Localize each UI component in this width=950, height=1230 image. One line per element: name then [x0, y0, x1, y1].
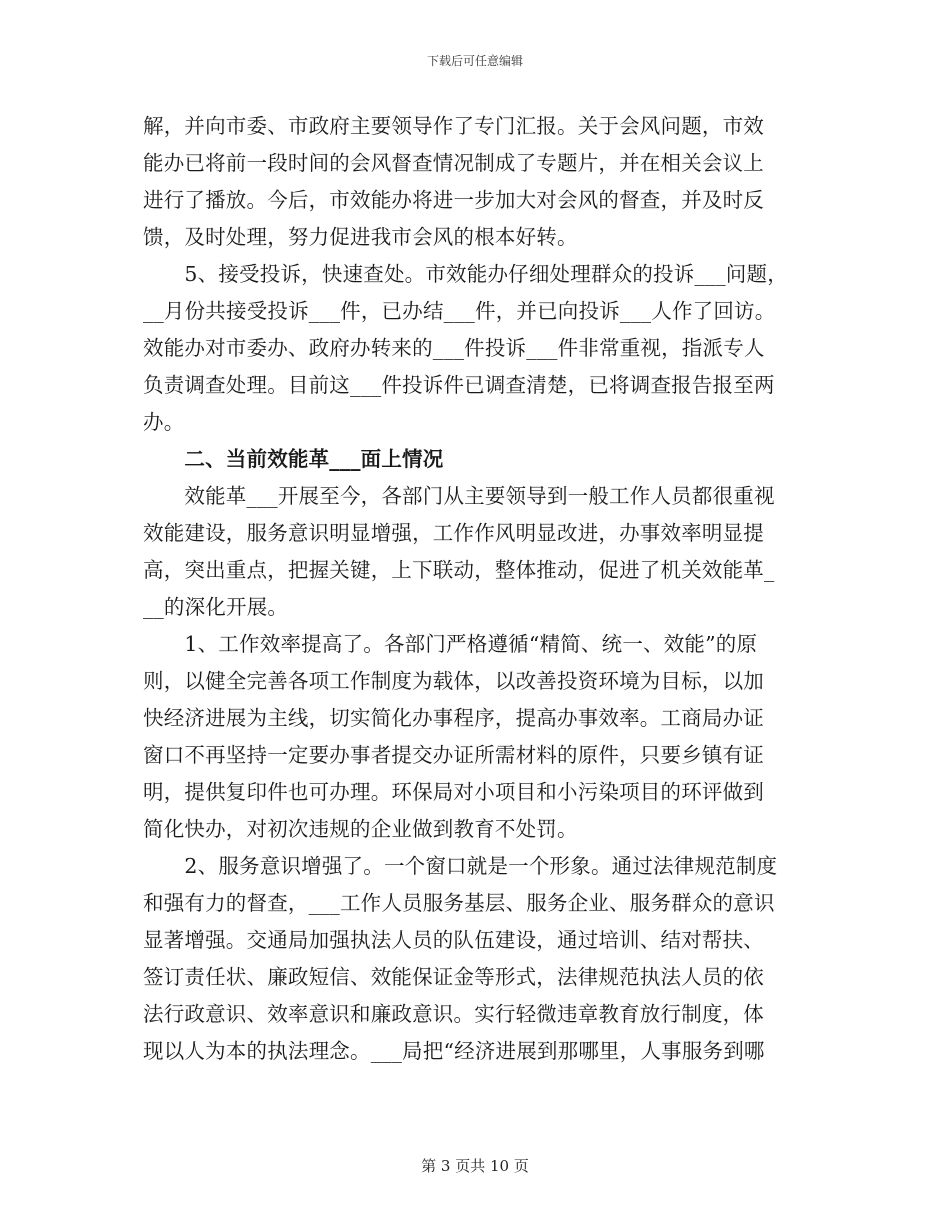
text-line: 负责调查处理。目前这___件投诉件已调查清楚，已将调查报告报至两 [143, 373, 775, 397]
text-line: __月份共接受投诉___件，已办结___件，并已向投诉___人作了回访。 [143, 299, 776, 323]
text-line: 馈，及时处理，努力促进我市会风的根本好转。 [143, 225, 578, 249]
text-line: 现以人为本的执法理念。___局把“经济进展到那哪里，人事服务到哪 [143, 1039, 765, 1063]
text-line: __的深化开展。 [143, 595, 289, 619]
text-line: 签订责任状、廉政短信、效能保证金等形式，法律规范执法人员的依 [143, 965, 764, 989]
text-line: 窗口不再坚持一定要办事者提交办证所需材料的原件，只要乡镇有证 [143, 743, 764, 767]
text-line: 5、接受投诉，快速查处。市效能办仔细处理群众的投诉___问题， [143, 262, 788, 286]
text-line: 解，并向市委、市政府主要领导作了专门汇报。关于会风问题，市效 [143, 114, 764, 138]
text-line: 办。 [143, 410, 185, 434]
text-line: 快经济进展为主线，切实简化办事程序，提高办事效率。工商局办证 [143, 706, 764, 730]
text-line: 则，以健全完善各项工作制度为载体，以改善投资环境为目标，以加 [143, 669, 764, 693]
text-line: 高，突出重点，把握关键，上下联动，整体推动，促进了机关效能革_ [143, 558, 775, 582]
text-line: 明，提供复印件也可办理。环保局对小项目和小污染项目的环评做到 [143, 780, 764, 804]
page-header: 下载后可任意编辑 [426, 54, 523, 68]
section-heading: 二、当前效能革___面上情况 [143, 447, 444, 471]
page-footer: 第 3 页共 10 页 [421, 1157, 529, 1175]
text-line: 效能建设，服务意识明显增强，工作作风明显改进，办事效率明显提 [143, 521, 764, 545]
text-line: 2、服务意识增强了。一个窗口就是一个形象。通过法律规范制度 [143, 854, 778, 878]
text-line: 能办已将前一段时间的会风督查情况制成了专题片，并在相关会议上 [143, 151, 764, 175]
document-body [143, 108, 803, 1070]
text-line: 效能办对市委办、政府办转来的___件投诉___件非常重视，指派专人 [143, 336, 765, 360]
text-line: 法行政意识、效率意识和廉政意识。实行轻微违章教育放行制度，体 [143, 1002, 764, 1026]
text-line: 简化快办，对初次违规的企业做到教育不处罚。 [143, 817, 578, 841]
text-line: 效能革___开展至今，各部门从主要领导到一般工作人员都很重视 [143, 484, 775, 508]
text-line: 显著增强。交通局加强执法人员的队伍建设，通过培训、结对帮扶、 [143, 928, 764, 952]
text-line: 进行了播放。今后，市效能办将进一步加大对会风的督查，并及时反 [143, 188, 764, 212]
text-line: 1、工作效率提高了。各部门严格遵循“精简、统一、效能”的原 [143, 632, 758, 656]
text-line: 和强有力的督查，___工作人员服务基层、服务企业、服务群众的意识 [143, 891, 775, 915]
